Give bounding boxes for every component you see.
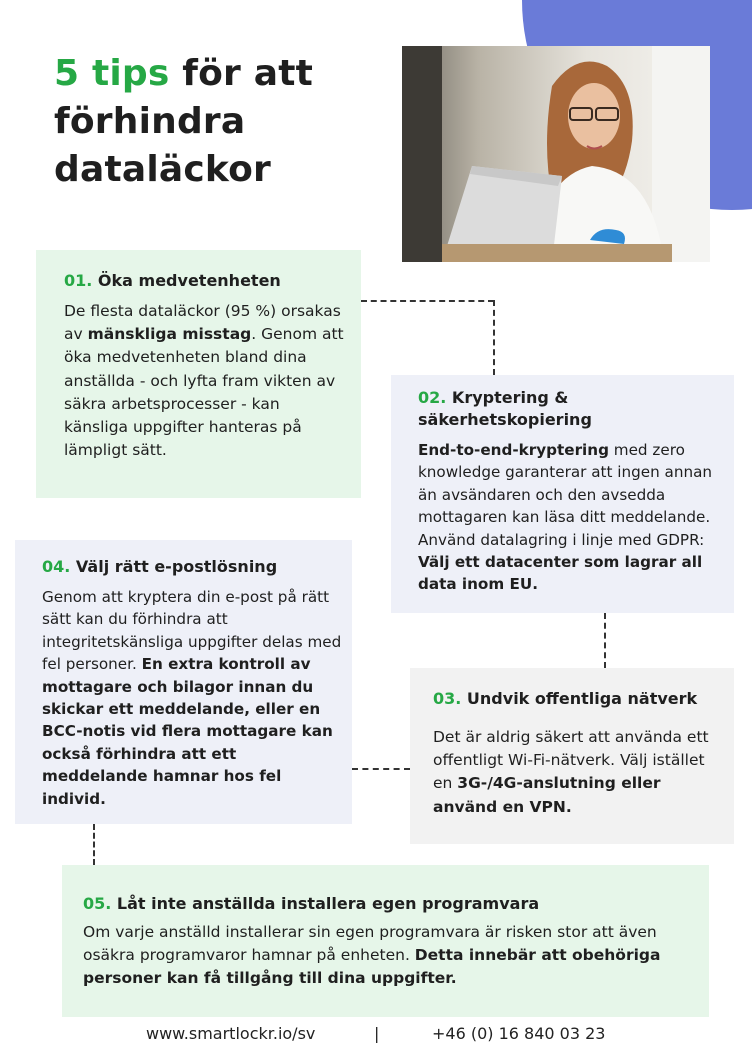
- tip-body: [433, 726, 724, 819]
- tip-card-2: [391, 375, 734, 613]
- footer-website-link[interactable]: www.smartlockr.io/sv: [146, 1024, 316, 1043]
- connector-line: [352, 768, 410, 770]
- page-title: [54, 50, 313, 194]
- title-line3: dataläckor: [54, 149, 271, 190]
- tip-heading: [433, 688, 724, 710]
- tip-card-5: [62, 865, 709, 1017]
- tip-title: Kryptering & säkerhetskopiering: [418, 388, 592, 429]
- tip-text: Om varje anställd installerar sin egen programvara är risken stor att även osäkra programvaror hamnar på enheten.: [83, 923, 657, 965]
- tip-emphasis: End-to-end-kryptering: [418, 441, 609, 459]
- footer-phone: +46 (0) 16 840 03 23: [432, 1024, 606, 1043]
- tip-heading: [42, 556, 342, 578]
- tip-heading: [418, 387, 724, 431]
- tip-emphasis: En extra kontroll av mottagare och bilagor innan du skickar ett meddelande, eller en BCC-notis vid flera mottagare kan också förhindra att ett meddelande hamnar hos fel individ.: [42, 655, 333, 808]
- tip-body: [83, 921, 697, 991]
- tip-card-1: [36, 250, 361, 498]
- tip-emphasis: 3G-/4G-anslutning eller använd en VPN.: [433, 774, 661, 816]
- footer: [0, 1024, 752, 1046]
- footer-separator: |: [374, 1024, 380, 1043]
- tip-number: 05.: [83, 894, 112, 913]
- tip-body: [418, 439, 724, 596]
- tip-number: 01.: [64, 271, 93, 290]
- tip-emphasis: Detta innebär att obehöriga personer kan få tillgång till dina uppgifter.: [83, 946, 661, 988]
- tip-title: Låt inte anställda installera egen programvara: [116, 894, 540, 913]
- tip-emphasis: mänskliga misstag: [87, 325, 252, 344]
- tip-number: 04.: [42, 557, 71, 576]
- tip-title: Undvik offentliga nätverk: [466, 689, 698, 708]
- connector-line: [604, 613, 606, 668]
- title-rest: för att: [169, 53, 314, 94]
- connector-line: [361, 300, 494, 302]
- tip-heading: [64, 270, 347, 292]
- tip-body: [42, 586, 342, 810]
- tip-title: Öka medvetenheten: [97, 271, 281, 290]
- tip-body: [64, 300, 347, 462]
- tip-text: Det är aldrig säkert att använda ett offentligt Wi-Fi-nätverk. Välj istället en: [433, 728, 709, 793]
- woman-at-laptop-photo: [402, 46, 710, 262]
- connector-line: [493, 300, 495, 375]
- title-line2: förhindra: [54, 101, 246, 142]
- tip-emphasis: Välj ett datacenter som lagrar all data inom EU.: [418, 553, 703, 594]
- connector-line: [93, 824, 95, 865]
- tip-text: Genom att kryptera din e-post på rätt sätt kan du förhindra att integritetskänsliga uppgifter delas med fel personer.: [42, 588, 342, 674]
- tip-card-3: [410, 668, 734, 844]
- tip-text: De flesta dataläckor (95 %) orsakas av: [64, 302, 341, 344]
- tip-heading: [83, 893, 697, 915]
- tip-number: 02.: [418, 388, 447, 407]
- tip-text: med zero knowledge garanterar att ingen annan än avsändaren och den avsedda mottagaren kan läsa ditt meddelande. Använd datalagring i linje med GDPR:: [418, 441, 713, 549]
- tip-number: 03.: [433, 689, 462, 708]
- tip-text: . Genom att öka medvetenheten bland dina anställda - och lyfta fram vikten av säkra arbetsprocesser - kan känsliga uppgifter hanteras på lämpligt sätt.: [64, 325, 344, 460]
- title-accent: 5 tips: [54, 53, 170, 94]
- tip-card-4: [15, 540, 352, 824]
- tip-title: Välj rätt e-postlösning: [75, 557, 278, 576]
